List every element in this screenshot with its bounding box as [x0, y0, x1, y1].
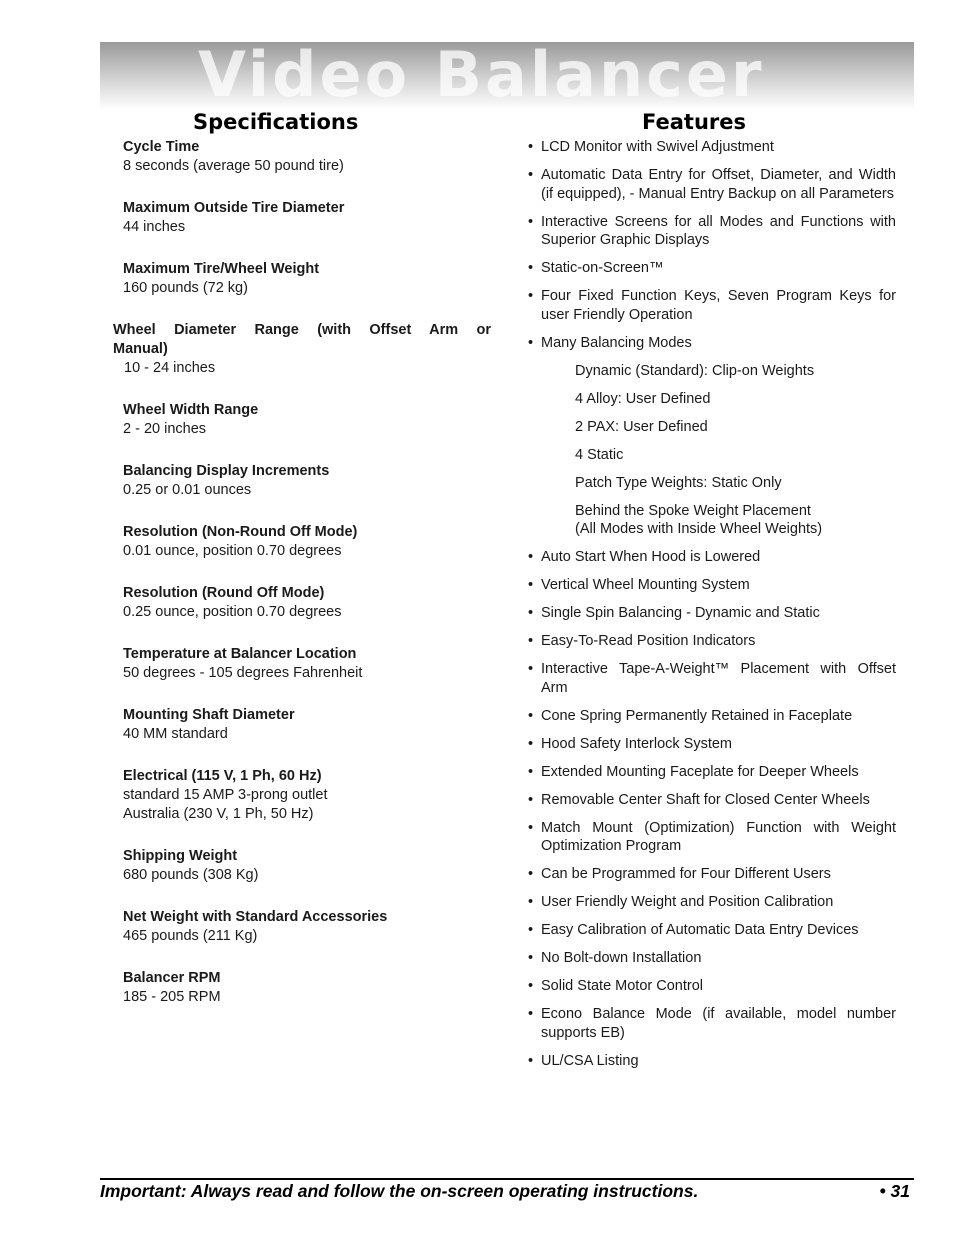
bullet-icon: •: [528, 549, 534, 565]
bullet-icon: •: [528, 894, 534, 910]
feature-text: Easy Calibration of Automatic Data Entry Devices: [541, 922, 859, 938]
spec-value: 465 pounds (211 Kg): [123, 928, 258, 944]
feature-item: [528, 921, 896, 940]
bullet-icon: •: [528, 978, 534, 994]
feature-item: [528, 949, 896, 968]
feature-item: [528, 707, 896, 726]
spec-value: 50 degrees - 105 degrees Fahrenheit: [123, 665, 363, 681]
spec-value: 0.25 or 0.01 ounces: [123, 482, 252, 498]
spec-value: 0.25 ounce, position 0.70 degrees: [123, 604, 342, 620]
spec-value: 0.01 ounce, position 0.70 degrees: [123, 543, 342, 559]
feature-text: Hood Safety Interlock System: [541, 735, 732, 752]
feature-text: Interactive Screens for all Modes and Functions with Superior Graphic Displays: [541, 213, 896, 248]
footer-divider: [100, 1178, 914, 1180]
bullet-icon: •: [528, 167, 534, 183]
balancing-mode-item: Behind the Spoke Weight Placement (All Modes with Inside Wheel Weights): [575, 502, 823, 537]
feature-text: Econo Balance Mode (if available, model number supports EB): [541, 1006, 896, 1041]
bullet-icon: •: [528, 661, 534, 677]
footer-note: Important: Always read and follow the on-screen operating instructions.: [100, 1181, 699, 1201]
bullet-icon: •: [528, 707, 534, 724]
specifications-list: [113, 138, 491, 1030]
features-list: [528, 138, 896, 1080]
feature-item: [528, 865, 896, 884]
balancing-mode-item: Patch Type Weights: Static Only: [575, 474, 782, 491]
balancing-mode-item: Dynamic (Standard): Clip-on Weights: [575, 362, 815, 379]
spec-item: [123, 645, 491, 683]
feature-item: [528, 548, 896, 567]
feature-item: [528, 819, 896, 856]
bullet-icon: •: [528, 922, 534, 938]
bullet-icon: •: [528, 139, 534, 155]
spec-label: Maximum Tire/Wheel Weight: [123, 261, 320, 277]
specifications-heading: Specifications: [193, 110, 359, 134]
feature-text: Interactive Tape-A-Weight™ Placement with Offset Arm: [541, 661, 896, 696]
spec-value: 680 pounds (308 Kg): [123, 867, 259, 883]
bullet-icon: •: [528, 577, 534, 593]
spec-label: Temperature at Balancer Location: [123, 646, 357, 662]
feature-text: Match Mount (Optimization) Function with Weight Optimization Program: [541, 819, 896, 854]
feature-text: Removable Center Shaft for Closed Center Wheels: [541, 791, 870, 808]
spec-value: 44 inches: [123, 219, 186, 235]
bullet-icon: •: [528, 213, 534, 230]
spec-label: Mounting Shaft Diameter: [123, 707, 295, 723]
feature-text: User Friendly Weight and Position Calibration: [541, 894, 834, 910]
feature-item: [528, 1052, 896, 1071]
spec-label: Balancer RPM: [123, 970, 221, 986]
feature-text: Can be Programmed for Four Different Users: [541, 866, 831, 882]
feature-item: [528, 334, 896, 353]
feature-item: [528, 604, 896, 623]
bullet-icon: •: [528, 819, 534, 836]
spec-value: 185 - 205 RPM: [123, 989, 221, 1005]
feature-item: [528, 735, 896, 754]
feature-text: UL/CSA Listing: [541, 1052, 639, 1069]
spec-item: [123, 462, 491, 500]
spec-value: 40 MM standard: [123, 726, 228, 742]
bullet-icon: •: [528, 735, 534, 752]
spec-item: [113, 321, 491, 378]
spec-item: [123, 523, 491, 561]
spec-label: Balancing Display Increments: [123, 463, 330, 479]
spec-label: Resolution (Round Off Mode): [123, 585, 325, 601]
spec-item: [123, 401, 491, 439]
header-banner: [100, 42, 914, 110]
feature-item: [528, 259, 896, 278]
page-number: • 31: [879, 1181, 910, 1201]
feature-text: Auto Start When Hood is Lowered: [541, 549, 761, 565]
bullet-icon: •: [528, 866, 534, 882]
feature-item: [528, 632, 896, 651]
feature-text: No Bolt-down Installation: [541, 950, 702, 966]
spec-label: Cycle Time: [123, 139, 200, 155]
feature-item: [528, 287, 896, 324]
spec-label: Wheel Diameter Range (with Offset Arm or Manual): [113, 322, 491, 357]
feature-text: Cone Spring Permanently Retained in Faceplate: [541, 707, 853, 724]
feature-text: LCD Monitor with Swivel Adjustment: [541, 139, 774, 155]
feature-item: [528, 977, 896, 996]
spec-item: [123, 706, 491, 744]
spec-value: 8 seconds (average 50 pound tire): [123, 158, 344, 174]
spec-item: [123, 260, 491, 298]
balancing-mode-item: 2 PAX: User Defined: [575, 418, 708, 435]
feature-text: Four Fixed Function Keys, Seven Program Keys for user Friendly Operation: [541, 288, 896, 323]
feature-item: [528, 1005, 896, 1042]
feature-text: Vertical Wheel Mounting System: [541, 577, 750, 593]
bullet-icon: •: [528, 1052, 534, 1069]
feature-text: Solid State Motor Control: [541, 978, 703, 994]
bullet-icon: •: [528, 763, 534, 780]
bullet-icon: •: [528, 1006, 534, 1022]
bullet-icon: •: [528, 633, 534, 649]
feature-text: Single Spin Balancing - Dynamic and Static: [541, 605, 820, 621]
feature-item: [528, 763, 896, 782]
features-heading: Features: [642, 110, 746, 134]
balancing-mode-item: 4 Static: [575, 446, 624, 463]
bullet-icon: •: [528, 288, 534, 304]
spec-item: [123, 969, 491, 1007]
feature-text: Static-on-Screen™: [541, 260, 664, 276]
spec-label: Electrical (115 V, 1 Ph, 60 Hz): [123, 768, 322, 784]
spec-value: 10 - 24 inches: [124, 360, 216, 376]
spec-item: [123, 908, 491, 946]
spec-label: Resolution (Non-Round Off Mode): [123, 524, 358, 540]
footer: [100, 1181, 910, 1202]
feature-item: [528, 213, 896, 250]
page-title: Video Balancer: [198, 42, 765, 110]
spec-item: [123, 584, 491, 622]
spec-value: 160 pounds (72 kg): [123, 280, 248, 296]
spec-label: Shipping Weight: [123, 848, 238, 864]
spec-item: [123, 767, 491, 824]
feature-item: [528, 138, 896, 157]
balancing-mode-item: 4 Alloy: User Defined: [575, 390, 711, 407]
bullet-icon: •: [528, 334, 534, 351]
spec-item: [123, 847, 491, 885]
feature-text: Easy-To-Read Position Indicators: [541, 633, 756, 649]
spec-label: Maximum Outside Tire Diameter: [123, 200, 345, 216]
feature-text: Many Balancing Modes: [541, 334, 692, 351]
spec-label: Wheel Width Range: [123, 402, 259, 418]
feature-item: [528, 893, 896, 912]
feature-item: [528, 576, 896, 595]
bullet-icon: •: [528, 260, 534, 276]
spec-item: [123, 199, 491, 237]
feature-item: [528, 660, 896, 697]
spec-value: standard 15 AMP 3-prong outlet Australia (230 V, 1 Ph, 50 Hz): [123, 787, 328, 822]
feature-text: Automatic Data Entry for Offset, Diameter, and Width (if equipped), - Manual Entry Backup on all Parameters: [541, 167, 896, 202]
bullet-icon: •: [528, 950, 534, 966]
spec-item: [123, 138, 491, 176]
feature-text: Extended Mounting Faceplate for Deeper Wheels: [541, 763, 859, 780]
spec-value: 2 - 20 inches: [123, 421, 207, 437]
bullet-icon: •: [528, 791, 534, 808]
feature-item: [528, 791, 896, 810]
spec-label: Net Weight with Standard Accessories: [123, 909, 388, 925]
bullet-icon: •: [528, 605, 534, 621]
feature-item: [528, 166, 896, 203]
